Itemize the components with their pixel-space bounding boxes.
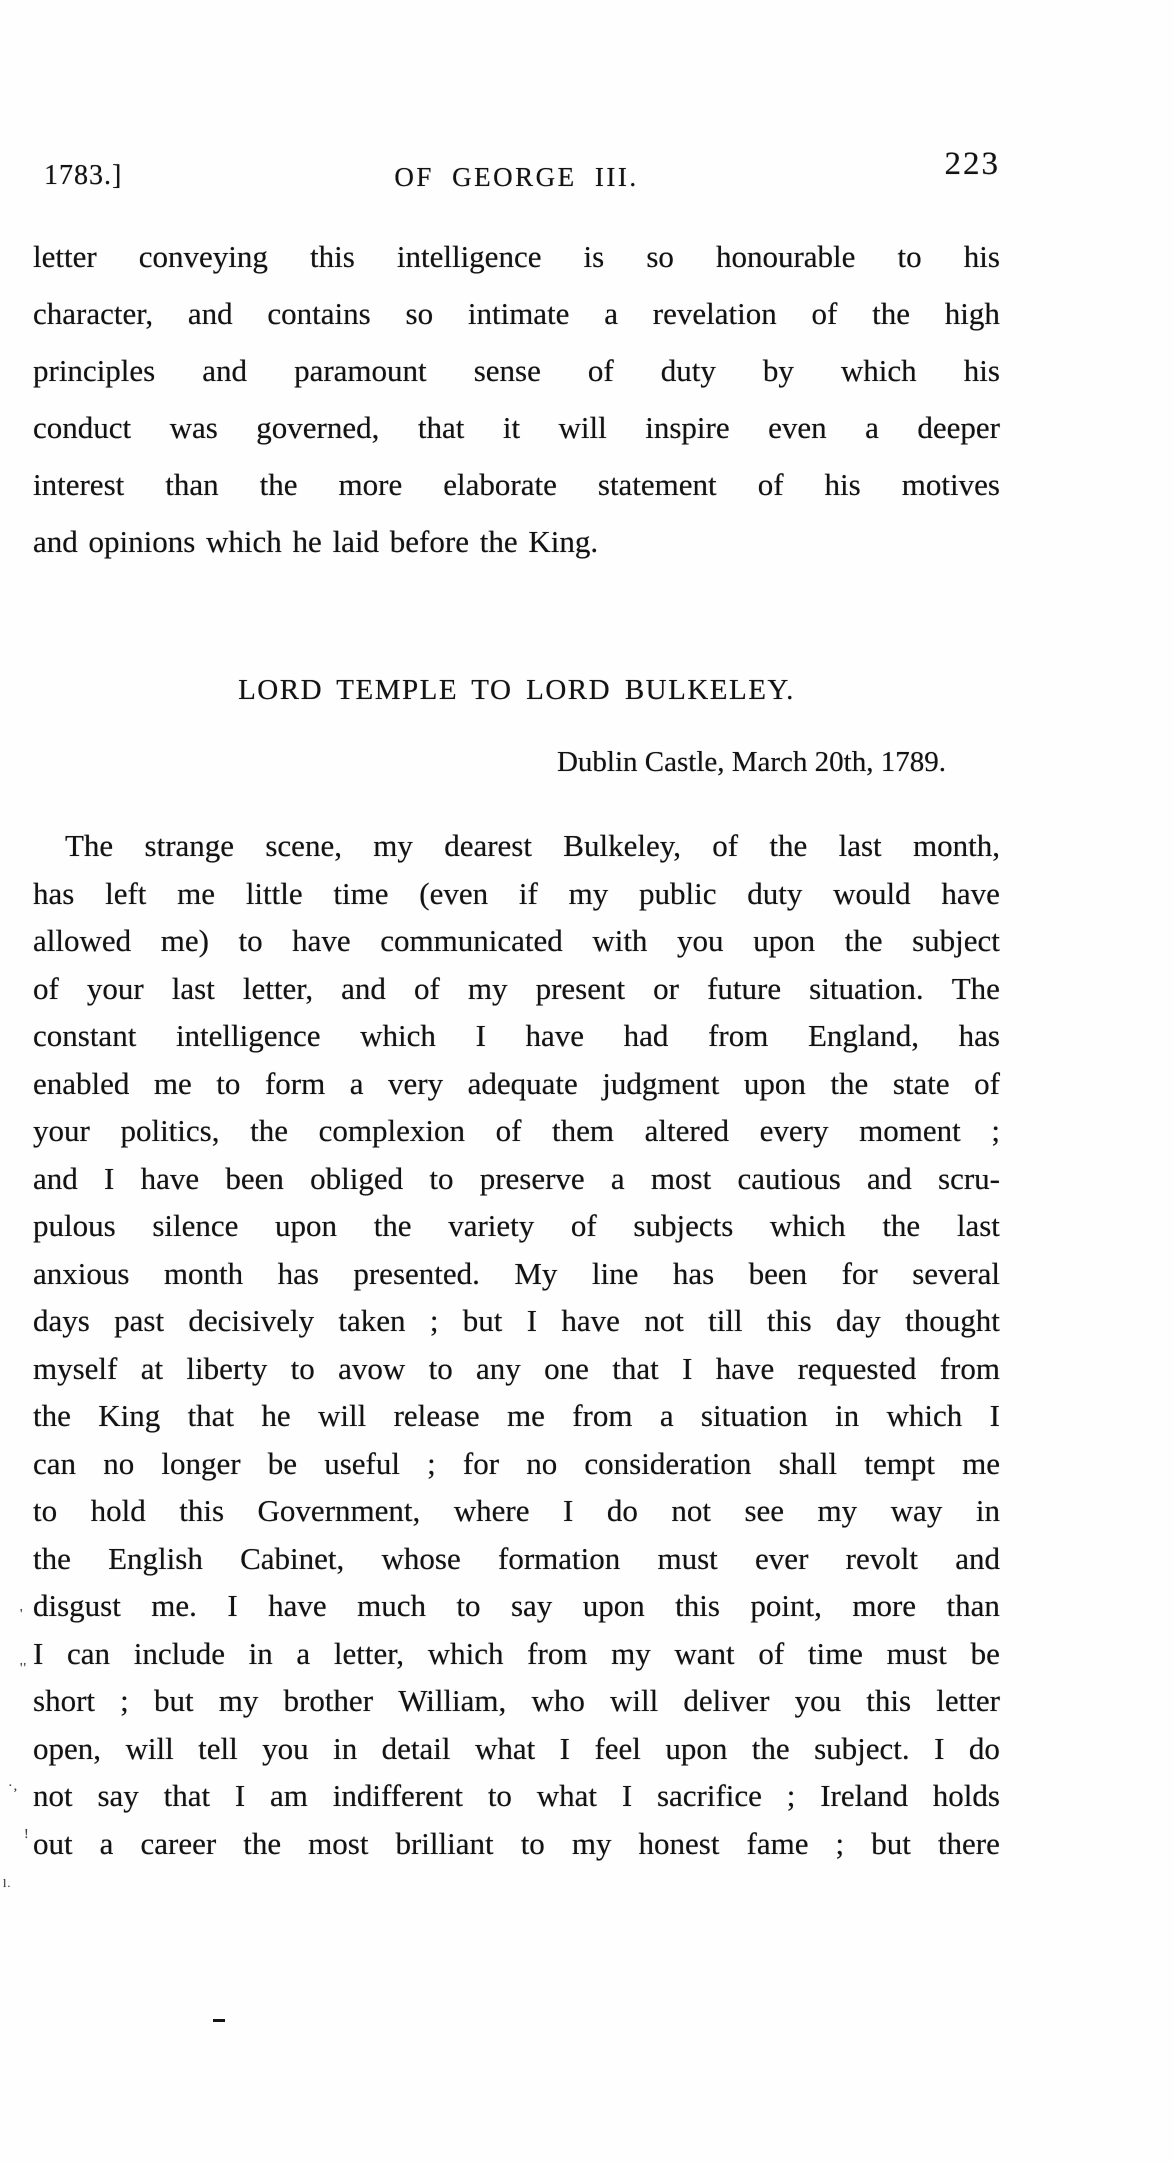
text-line: the English Cabinet, whose formation must ever revolt and [33, 1540, 1000, 1576]
scan-artifact-dash [213, 2019, 225, 2022]
text-line: and I have been obliged to preserve a most cautious and scru- [33, 1160, 1000, 1196]
text-line: your politics, the complexion of them altered every moment ; [33, 1113, 1000, 1148]
running-head-title: OF GEORGE III. [394, 162, 639, 192]
text-line: to hold this Government, where I do not see my way in [33, 1493, 1000, 1528]
scan-artifact-margin-mark: l. [3, 1876, 12, 1890]
text-line: enabled me to form a very adequate judgment upon the state of [33, 1065, 1000, 1101]
text-line: has left me little time (even if my public duty would have [33, 875, 1000, 911]
text-line: short ; but my brother William, who will deliver you this letter [33, 1683, 1000, 1718]
text-line: interest than the more elaborate statement of his motives [33, 467, 1000, 502]
scan-artifact-margin-mark: ' [20, 1607, 24, 1622]
text-line: myself at liberty to avow to any one that I have requested from [33, 1350, 1000, 1386]
text-line: and opinions which he laid before the King. [33, 524, 599, 559]
text-line: constant intelligence which I have had from England, has [33, 1018, 1000, 1053]
text-line: character, and contains so intimate a revelation of the high [33, 296, 1000, 331]
scan-artifact-margin-mark: ·, [8, 1779, 19, 1794]
letter-dateline: Dublin Castle, March 20th, 1789. [556, 746, 946, 778]
text-line: allowed me) to have communicated with you upon the subject [33, 923, 1000, 958]
continuation-paragraph [33, 228, 1000, 570]
scan-artifact-margin-mark: ! [24, 1827, 30, 1842]
running-head-year: 1783.] [44, 160, 123, 191]
text-line: out a career the most brilliant to my honest fame ; but there [33, 1825, 1000, 1861]
text-line: of your last letter, and of my present or future situation. The [33, 970, 1000, 1006]
letter-body-paragraph [33, 822, 1000, 1867]
page-number: 223 [944, 146, 1000, 182]
text-line: letter conveying this intelligence is so honourable to his [33, 239, 1000, 274]
text-line: conduct was governed, that it will inspire even a deeper [33, 410, 1000, 445]
text-line: I can include in a letter, which from my want of time must be [33, 1635, 1000, 1671]
text-line: The strange scene, my dearest Bulkeley, of the last month, [65, 828, 1000, 863]
text-line: days past decisively taken ; but I have not till this day thought [33, 1303, 1000, 1338]
text-line: principles and paramount sense of duty by which his [33, 353, 1000, 388]
text-line: open, will tell you in detail what I feel upon the subject. I do [33, 1730, 1000, 1766]
text-line: anxious month has presented. My line has been for several [33, 1255, 1000, 1291]
letter-heading: LORD TEMPLE TO LORD BULKELEY. [238, 674, 795, 706]
text-line: pulous silence upon the variety of subjects which the last [33, 1208, 1000, 1243]
text-line: the King that he will release me from a situation in which I [33, 1398, 1000, 1433]
text-line: can no longer be useful ; for no consideration shall tempt me [33, 1445, 1000, 1481]
text-line: disgust me. I have much to say upon this point, more than [33, 1588, 1000, 1623]
scan-artifact-margin-mark: '' [20, 1661, 28, 1676]
text-line: not say that I am indifferent to what I sacrifice ; Ireland holds [33, 1778, 1000, 1813]
